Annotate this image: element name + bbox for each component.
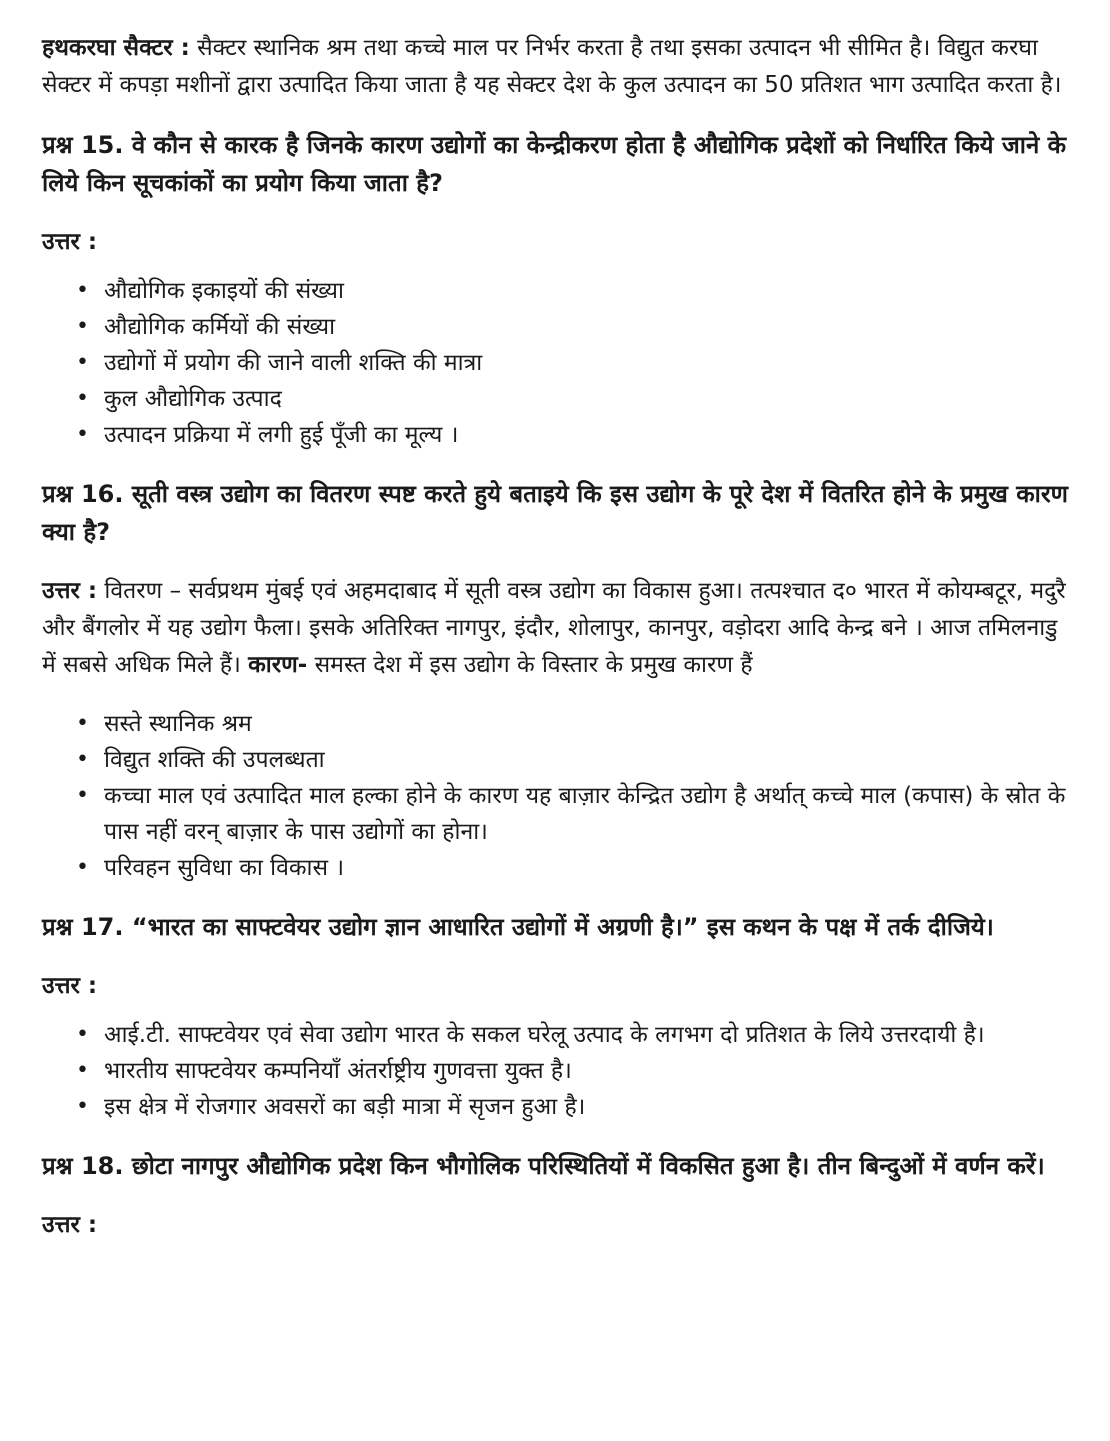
list-item: • भारतीय साफ्टवेयर कम्पनियाँ अंतर्राष्ट्रीय गुणवत्ता युक्त है। (42, 1053, 1070, 1089)
answer-16-list (42, 706, 1070, 886)
intro-paragraph (42, 30, 1070, 104)
answer-17-label: उत्तर : (42, 973, 98, 999)
bullet-icon: • (76, 386, 89, 411)
answer-16-text: वितरण – सर्वप्रथम मुंबई एवं अहमदाबाद में सूती वस्त्र उद्योग का विकास हुआ। तत्पश्चात द० भारत में कोयम्बटूर, मदुरै और बैंगलोर में यह उद्योग फैला। इसके अतिरिक्त नागपुर, इंदौर, शोलापुर, कानपुर, वड़ोदरा आदि केन्द्र बने । आज तमिलनाडु में सबसे अधिक मिले हैं। (42, 578, 1066, 678)
list-item: • औद्योगिक इकाइयों की संख्या (42, 273, 1070, 309)
list-item: • आई.टी. साफ्टवेयर एवं सेवा उद्योग भारत के सकल घरेलू उत्पाद के लगभग दो प्रतिशत के लिये उत्तरदायी है। (42, 1017, 1070, 1053)
intro-text: सैक्टर स्थानिक श्रम तथा कच्चे माल पर निर्भर करता है तथा इसका उत्पादन भी सीमित है। विद्युत करघा सेक्टर में कपड़ा मशीनों द्वारा उत्पादित किया जाता है यह सेक्टर देश के कुल उत्पादन का 50 प्रतिशत भाग उत्पादित करता है। (42, 35, 1062, 98)
bullet-icon: • (76, 278, 89, 303)
list-item: • इस क्षेत्र में रोजगार अवसरों का बड़ी मात्रा में सृजन हुआ है। (42, 1089, 1070, 1125)
bullet-icon: • (76, 783, 89, 808)
question-15: प्रश्न 15. वे कौन से कारक है जिनके कारण उद्योगों का केन्द्रीकरण होता है औद्योगिक प्रदेशों को निर्धारित किये जाने के लिये किन सूचकांकों का प्रयोग किया जाता है? (42, 131, 1067, 197)
bullet-icon: • (76, 711, 89, 736)
answer-16-paragraph (42, 573, 1070, 684)
list-item: • उत्पादन प्रक्रिया में लगी हुई पूँजी का मूल्य । (42, 417, 1070, 453)
bullet-icon: • (76, 422, 89, 447)
answer-15-label: उत्तर : (42, 229, 98, 255)
intro-label: हथकरघा सैक्टर : (42, 35, 190, 61)
reason-label: कारण- (248, 652, 308, 678)
bullet-icon: • (76, 1058, 89, 1083)
answer-18-label: उत्तर : (42, 1212, 98, 1238)
list-item: • औद्योगिक कर्मियों की संख्या (42, 309, 1070, 345)
answer-15-list (42, 273, 1070, 453)
bullet-icon: • (76, 350, 89, 375)
list-item: • विद्युत शक्ति की उपलब्धता (42, 742, 1070, 778)
bullet-icon: • (76, 855, 89, 880)
reason-text: समस्त देश में इस उद्योग के विस्तार के प्रमुख कारण हैं (307, 652, 753, 678)
question-18: प्रश्न 18. छोटा नागपुर औद्योगिक प्रदेश किन भौगोलिक परिस्थितियों में विकसित हुआ है। तीन बिन्दुओं में वर्णन करें। (42, 1152, 1045, 1180)
answer-16-label: उत्तर : (42, 578, 98, 604)
list-item: • उद्योगों में प्रयोग की जाने वाली शक्ति की मात्रा (42, 345, 1070, 381)
question-16: प्रश्न 16. सूती वस्त्र उद्योग का वितरण स्पष्ट करते हुये बताइये कि इस उद्योग के पूरे देश में वितरित होने के प्रमुख कारण क्या है? (42, 480, 1069, 546)
list-item: • परिवहन सुविधा का विकास । (42, 850, 1070, 886)
bullet-icon: • (76, 747, 89, 772)
list-item: • सस्ते स्थानिक श्रम (42, 706, 1070, 742)
list-item: • कच्चा माल एवं उत्पादित माल हल्का होने के कारण यह बाज़ार केन्द्रित उद्योग है अर्थात् कच्चे माल (कपास) के स्रोत के पास नहीं वरन् बाज़ार के पास उद्योगों का होना। (42, 778, 1070, 850)
answer-17-list (42, 1017, 1070, 1125)
bullet-icon: • (76, 314, 89, 339)
question-17: प्रश्न 17. “भारत का साफ्टवेयर उद्योग ज्ञान आधारित उद्योगों में अग्रणी है।” इस कथन के पक्ष में तर्क दीजिये। (42, 913, 994, 941)
bullet-icon: • (76, 1094, 89, 1119)
list-item: • कुल औद्योगिक उत्पाद (42, 381, 1070, 417)
bullet-icon: • (76, 1022, 89, 1047)
